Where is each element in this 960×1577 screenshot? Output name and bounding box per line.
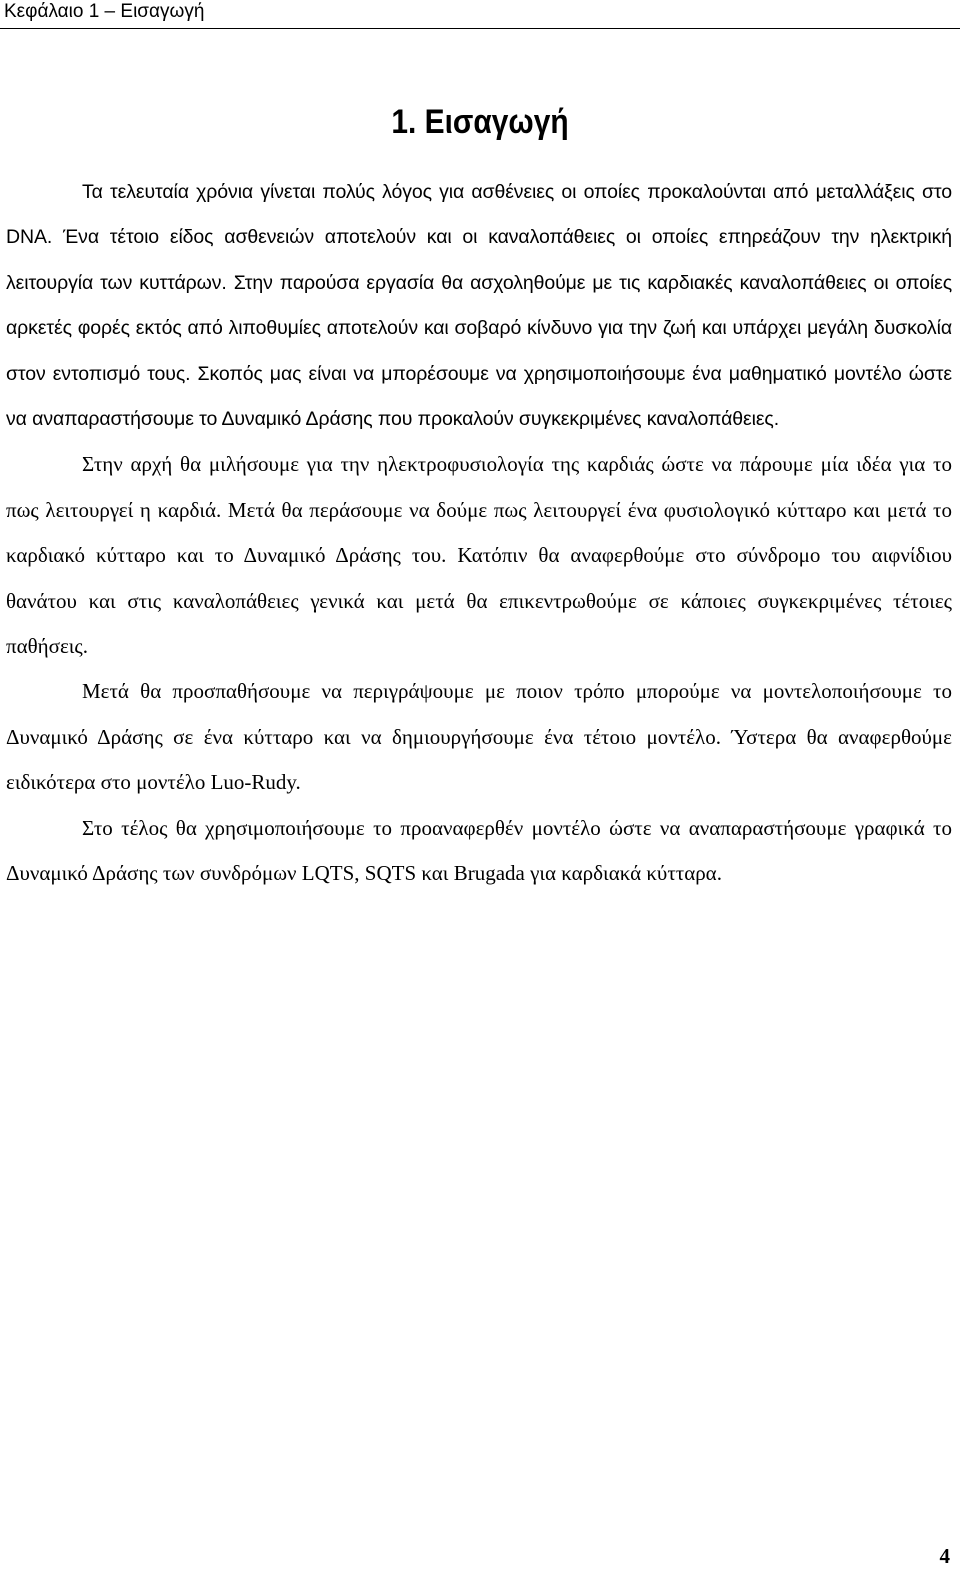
paragraph-conclusion: Στο τέλος θα χρησιμοποιήσουμε το προαναφερθέν μοντέλο ώστε να αναπαραστήσουμε γραφικά το Δυναμικό Δράσης των συνδρόμων LQTS, SQTS και Brugada για καρδιακά κύτταρα. [6,815,952,886]
running-header: Κεφάλαιο 1 – Εισαγωγή [4,1,205,22]
paragraph-outline: Στην αρχή θα μιλήσουμε για την ηλεκτροφυσιολογία της καρδιάς ώστε να πάρουμε μία ιδέα για το πως λειτουργεί η καρδιά. Μετά θα περάσουμε να δούμε πως λειτουργεί ένα φυσιολογικό κύτταρο και μετά το καρδιακό κύτταρο και το Δυναμικό Δράσης του. Κατόπιν θα αναφερθούμε στο σύνδρομο του αιφνίδιου θανάτου και στις καναλοπάθειες γενικά και μετά θα επικεντρωθούμε σε κάποιες συγκεκριμένες τέτοιες παθήσεις. [6,452,952,659]
page-number: 4 [939,1544,950,1568]
paragraph-intro: Τα τελευταία χρόνια γίνεται πολύς λόγος για ασθένειες οι οποίες προκαλούνται από μεταλλάξεις στο DNA. Ένα τέτοιο είδος ασθενειών αποτελούν και οι καναλοπάθειες οι οποίες επηρεάζουν την ηλεκτρική λειτουργία των κυττάρων. Στην παρούσα εργασία θα ασχοληθούμε με τις καρδιακές καναλοπάθειες οι οποίες αρκετές φορές εκτός από λιποθυμίες αποτελούν και σοβαρό κίνδυνο για την ζωή και υπάρχει μεγάλη δυσκολία στον εντοπισμό τους. Σκοπός μας είναι να μπορέσουμε να χρησιμοποιήσουμε ένα μαθηματικό μοντέλο ώστε να αναπαραστήσουμε το Δυναμικό Δράσης που προκαλούν συγκεκριμένες καναλοπάθειες. [6,181,952,431]
body-text [6,170,952,897]
paragraph-modeling: Μετά θα προσπαθήσουμε να περιγράψουμε με ποιον τρόπο μπορούμε να μοντελοποιήσουμε το Δυναμικό Δράσης σε ένα κύτταρο και να δημιουργήσουμε ένα τέτοιο μοντέλο. Ύστερα θα αναφερθούμε ειδικότερα στο μοντέλο Luo-Rudy. [6,679,952,795]
chapter-title: 1. Εισαγωγή [391,103,569,141]
header-divider [0,28,960,29]
